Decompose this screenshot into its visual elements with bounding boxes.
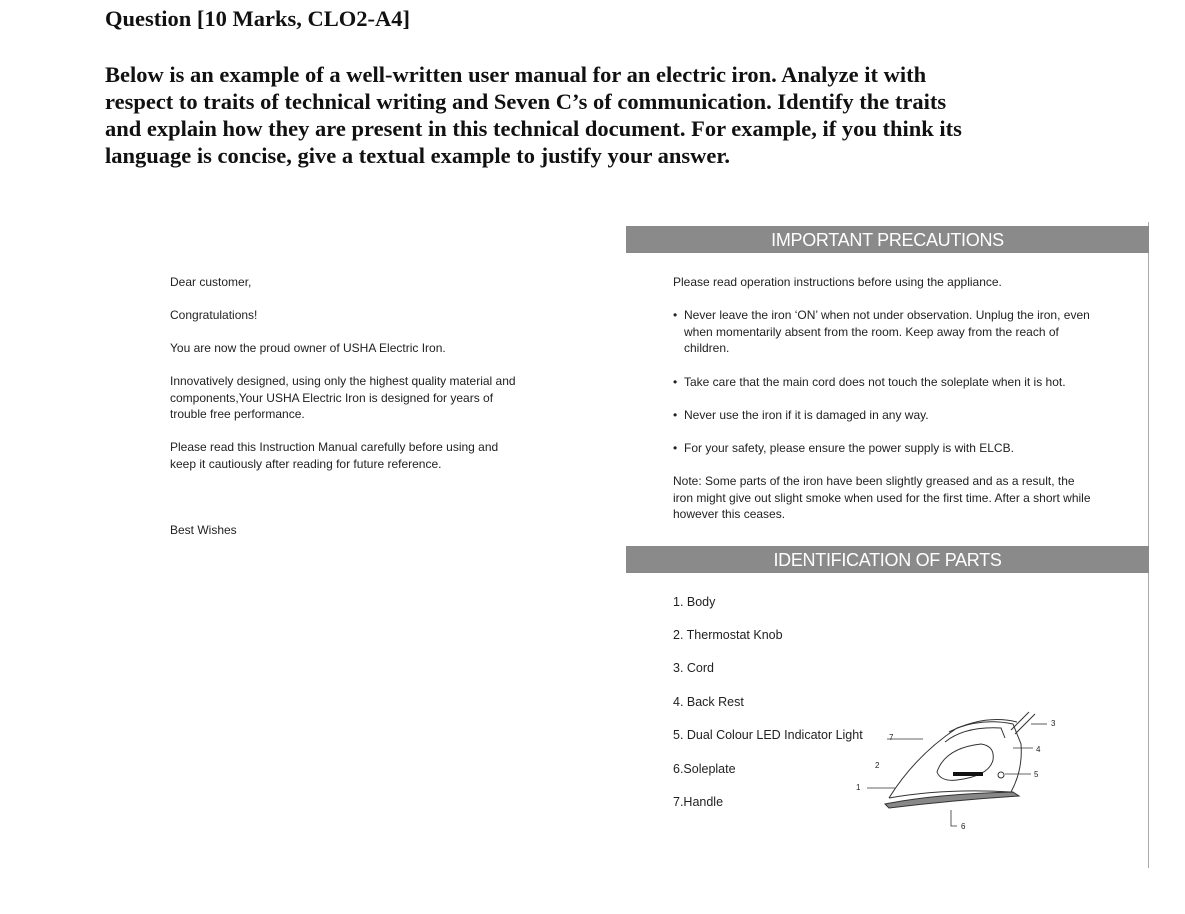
bullet-icon: • xyxy=(673,408,678,422)
precautions-note xyxy=(673,473,1091,523)
part-item: 7.Handle xyxy=(673,795,724,809)
callout-label: 6 xyxy=(961,822,966,831)
question-line: respect to traits of technical writing and Seven C’s of communication. Identify the traits xyxy=(105,89,947,114)
precaution-line: children. xyxy=(684,341,730,356)
callout-label: 1 xyxy=(856,783,861,792)
callout-label: 2 xyxy=(875,761,880,770)
letter-greeting: Dear customer, xyxy=(170,275,252,289)
precautions-intro: Please read operation instructions before using the appliance. xyxy=(673,275,1002,289)
question-line: language is concise, give a textual example to justify your answer. xyxy=(105,143,730,168)
note-line: however this ceases. xyxy=(673,507,786,522)
question-line: and explain how they are present in this technical document. For example, if you think its xyxy=(105,116,962,141)
question-title: Question [10 Marks, CLO2-A4] xyxy=(105,6,410,31)
part-item: 6.Soleplate xyxy=(673,762,736,776)
question-line: Below is an example of a well-written user manual for an electric iron. Analyze it with xyxy=(105,62,927,87)
letter-read-paragraph xyxy=(170,439,498,472)
parts-heading: IDENTIFICATION OF PARTS xyxy=(626,546,1149,573)
letter-congrats: Congratulations! xyxy=(170,308,258,322)
callout-label: 7 xyxy=(889,733,894,742)
letter-design-paragraph xyxy=(170,373,516,423)
precaution-line: when momentarily absent from the room. Keep away from the reach of xyxy=(684,324,1059,339)
page-border-line xyxy=(1148,222,1149,868)
letter-line: keep it cautiously after reading for future reference. xyxy=(170,456,442,471)
question-prompt xyxy=(105,61,1065,169)
note-line: Note: Some parts of the iron have been slightly greased and as a result, the xyxy=(673,474,1075,488)
letter-owner: You are now the proud owner of USHA Electric Iron. xyxy=(170,341,446,355)
part-item: 1. Body xyxy=(673,595,716,609)
letter-signoff: Best Wishes xyxy=(170,523,237,537)
part-item: 4. Back Rest xyxy=(673,695,744,709)
callout-label: 5 xyxy=(1034,770,1039,779)
bullet-icon: • xyxy=(673,441,678,455)
letter-line: Innovatively designed, using only the highest quality material and xyxy=(170,374,516,388)
callout-label: 3 xyxy=(1051,719,1056,728)
iron-drawing xyxy=(885,712,1035,808)
part-item: 2. Thermostat Knob xyxy=(673,628,783,642)
bullet-icon: • xyxy=(673,375,678,389)
letter-line: trouble free performance. xyxy=(170,407,305,421)
part-item: 5. Dual Colour LED Indicator Light xyxy=(673,728,863,742)
precaution-line: Never use the iron if it is damaged in any way. xyxy=(684,408,929,422)
callout-label: 4 xyxy=(1036,745,1041,754)
letter-line: components,Your USHA Electric Iron is designed for years of xyxy=(170,390,494,405)
precaution-line: Take care that the main cord does not touch the soleplate when it is hot. xyxy=(684,375,1066,389)
iron-diagram xyxy=(845,708,1075,836)
note-line: iron might give out slight smoke when used for the first time. After a short while xyxy=(673,490,1091,505)
letter-line: Please read this Instruction Manual carefully before using and xyxy=(170,440,499,454)
precaution-line: For your safety, please ensure the power supply is with ELCB. xyxy=(684,441,1014,455)
part-item: 3. Cord xyxy=(673,661,714,675)
precautions-heading: IMPORTANT PRECAUTIONS xyxy=(626,226,1149,253)
bullet-icon: • xyxy=(673,308,678,322)
precaution-line: Never leave the iron ‘ON’ when not under observation. Unplug the iron, even xyxy=(684,308,1090,322)
